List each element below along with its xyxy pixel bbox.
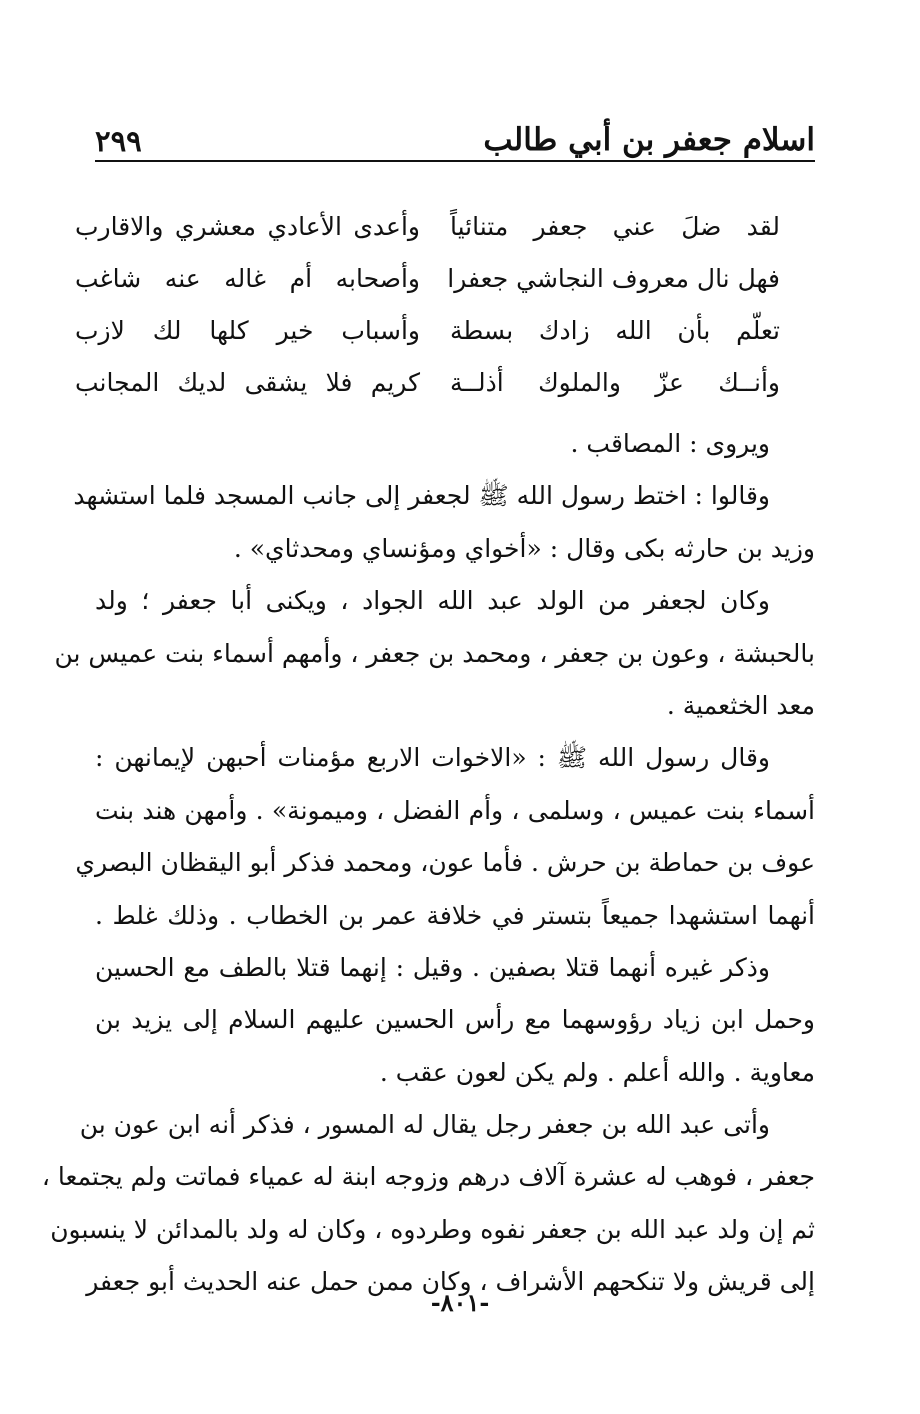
- text-line: وذكر غيره أنهما قتلا بصفين . وقيل : إنهما قتلا بالطف مع الحسين: [95, 952, 770, 982]
- running-header: [95, 108, 815, 158]
- folio-number: -٨٠١-: [430, 1288, 490, 1317]
- text-line: أسماء بنت عميس ، وسلمى ، وأم الفضل ، وميمونة» . وأمهن هند بنت: [95, 795, 815, 825]
- header-rule: [95, 160, 815, 162]
- poem: [75, 212, 805, 420]
- verse-first-hemistich: لقد ضلَ عني جعفر متنائياً: [450, 212, 780, 241]
- verse-first-hemistich: تعلّم بأن الله زادك بسطة: [450, 316, 780, 345]
- verse: [75, 316, 805, 368]
- text-line: وحمل ابن زياد رؤوسهما مع رأس الحسين عليهم السلام إلى يزيد بن: [95, 1005, 815, 1035]
- text-line: جعفر ، فوهب له عشرة آلاف درهم وزوجه ابنة له عمياء فماتت ولم يجتمعا ،: [41, 1162, 815, 1192]
- text-line: معاوية . والله أعلم . ولم يكن لعون عقب .: [379, 1057, 815, 1087]
- verse-second-hemistich: وأصحابه أم غاله عنه شاغب: [75, 264, 420, 293]
- verse: [75, 212, 805, 264]
- page-number: ٢٩٩: [95, 124, 142, 158]
- text-line: وكان لجعفر من الولد عبد الله الجواد ، ويكنى أبا جعفر ؛ ولد: [95, 586, 770, 616]
- verse-second-hemistich: كريم فلا يشقى لديك المجانب: [75, 368, 420, 397]
- text-line: وأتى عبد الله بن جعفر رجل يقال له المسور ، فذكر أنه ابن عون بن: [79, 1110, 770, 1140]
- verse-second-hemistich: وأسباب خير كلها لك لازب: [75, 316, 420, 345]
- verse-first-hemistich: وأنــك عزّ والملوك أذلــة: [450, 368, 780, 397]
- text-line: وقال رسول الله ﷺ : «الاخوات الاربع مؤمنات أحبهن لإيمانهن :: [95, 743, 770, 773]
- text-line: ثم إن ولد عبد الله بن جعفر نفوه وطردوه ، وكان له ولد بالمدائن لا ينسبون: [50, 1214, 815, 1244]
- text-line: معد الخثعمية .: [666, 690, 815, 720]
- verse-first-hemistich: فهل نال معروف النجاشي جعفرا: [447, 264, 780, 293]
- text-line: ويروى : المصاقب .: [570, 429, 770, 458]
- text-line: أنهما استشهدا جميعاً بتستر في خلافة عمر بن الخطاب . وذلك غلط .: [95, 900, 815, 930]
- text-line: وزيد بن حارثه بكى وقال : «أخواي ومؤنساي ومحدثاي» .: [233, 533, 815, 563]
- header-title: اسلام جعفر بن أبي طالب: [483, 122, 815, 158]
- text-line: بالحبشة ، وعون بن جعفر ، ومحمد بن جعفر ، وأمهم أسماء بنت عميس بن: [54, 638, 815, 668]
- verse: [75, 368, 805, 420]
- verse-second-hemistich: وأعدى الأعادي معشري والاقارب: [75, 212, 420, 241]
- text-line: عوف بن حماطة بن حرش . فأما عون، ومحمد فذكر أبو اليقظان البصري: [75, 848, 815, 878]
- body-text: [41, 418, 815, 1309]
- verse: [75, 264, 805, 316]
- text-line: وقالوا : اختط رسول الله ﷺ لجعفر إلى جانب المسجد فلما استشهد: [73, 481, 770, 511]
- text-line: إلى قريش ولا تنكحهم الأشراف ، وكان ممن حمل عنه الحديث أبو جعفر: [86, 1267, 815, 1297]
